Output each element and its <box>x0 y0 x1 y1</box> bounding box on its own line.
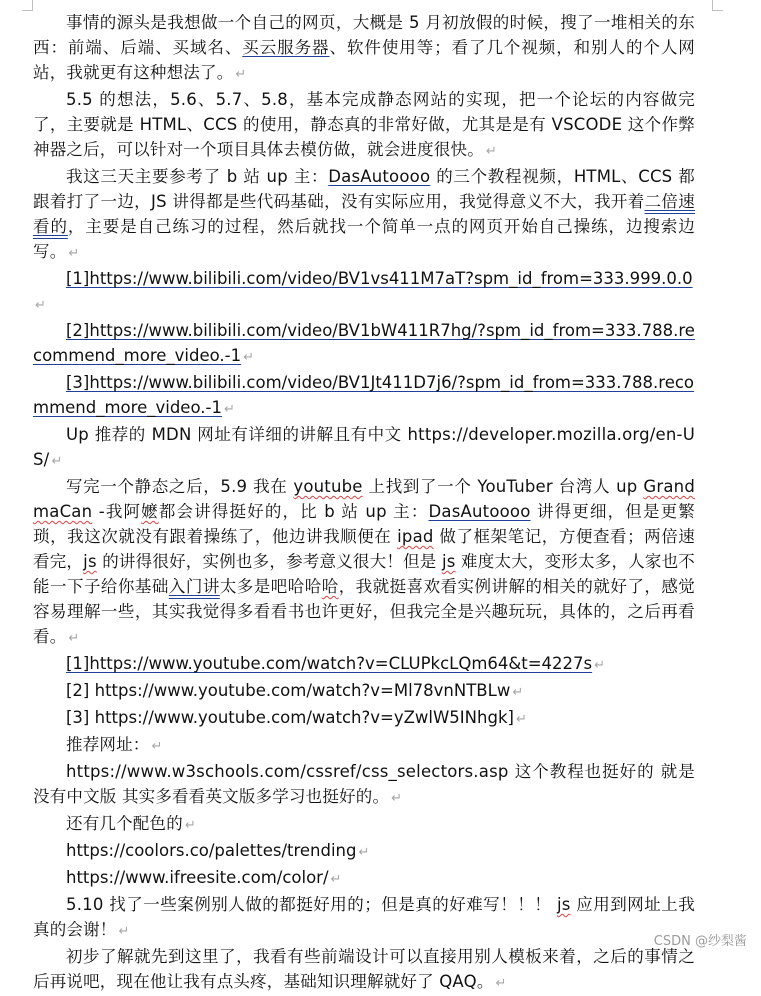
paragraph-progress: 5.5 的想法，5.6、5.7、5.8，基本完成静态网站的实现，把一个论坛的内容做完了，主要就是 HTML、CCS 的使用，静态真的非常好做，尤其是是有 VSCODE 这个作弊神器之后，可以针对一个项目具体去模仿做，就会进度很快。 ↵ <box>33 90 695 159</box>
link-bilibili-1[interactable]: [1]https://www.bilibili.com/video/BV1vs411M7aT?spm_id_from=333.999.0.0↵ <box>35 269 693 313</box>
inline-name-dasautoooo: DasAutoooo <box>328 167 431 186</box>
paragraph-youtube: 写完一个静态之后，5.9 我在 youtube 上找到了一个 YouTuber 台湾人 up GrandmaCan -我阿嬷都会讲得挺好的，比 b 站 up 主：DasAutoooo 讲得更细，但是更繁琐，我这次就没有跟着操练了，他边讲我顺便在 ipad 做了框架笔记，方便查看；两倍速看完，js 的讲得很好，实例也多，参考意义很大！但是 js 难度太大，变形太多，人家也不能一下子给你基础入门讲太多是吧哈哈哈，我就挺喜欢看实例讲解的相关的就好了，感觉容易理解一些，其实我觉得多看看书也许更好，但我完全是兴趣玩玩，具体的，之后再看看。 ↵ <box>33 477 696 646</box>
document-body[interactable] <box>33 10 695 996</box>
link-coolors[interactable]: https://coolors.co/palettes/trending ↵ <box>66 841 370 860</box>
paragraph-w3schools: https://www.w3schools.com/cssref/css_selectors.asp 这个教程也挺好的 就是没有中文版 其实多看看英文版多学习也挺好的。 ↵ <box>33 762 695 806</box>
inline-link-cloud-server[interactable]: 买云服务器 <box>242 38 330 57</box>
paragraph-color-heading: 还有几个配色的 ↵ <box>66 814 196 833</box>
link-bilibili-2[interactable]: [2]https://www.bilibili.com/video/BV1bW411R7hg/?spm_id_from=333.788.recommend_more_video.-1 ↵ <box>33 321 695 365</box>
paragraph-recommend-heading: 推荐网址： ↵ <box>66 735 163 754</box>
page-corner-mark-left <box>22 0 33 11</box>
paragraph-mdn: Up 推荐的 MDN 网址有详细的讲解且有中文 https://developer.mozilla.org/en-US/ ↵ <box>33 425 695 469</box>
link-youtube-2[interactable]: [2] https://www.youtube.com/watch?v=Ml78vnNTBLw ↵ <box>66 681 524 700</box>
paragraph-cases: 5.10 找了一些案例别人做的都挺好用的；但是真的好难写！！！ js 应用到网址上我真的会谢！ ↵ <box>33 895 695 939</box>
link-bilibili-3[interactable]: [3]https://www.bilibili.com/video/BV1Jt411D7j6/?spm_id_from=333.788.recommend_more_video.-1 ↵ <box>33 373 695 417</box>
paragraph-origin: 事情的源头是我想做一个自己的网页，大概是 5 月初放假的时候，搜了一堆相关的东西：前端、后端、买域名、买云服务器、软件使用等；看了几个视频，和别人的个人网站，我就更有这种想法了。 ↵ <box>33 13 696 82</box>
inline-underlined-phrase: 二倍速看的 <box>33 192 695 236</box>
paragraph-reference: 我这三天主要参考了 b 站 up 主：DasAutoooo 的三个教程视频，HTML、CCS 都跟着打了一边，JS 讲得都是些代码基础，没有实际应用，我觉得意义不大，我开着二倍速看的，主要是自己练习的过程，然后就找一个简单一点的网页开始自己操练，边搜索边写。 ↵ <box>33 167 696 261</box>
paragraph-conclusion: 初步了解就先到这里了，我看有些前端设计可以直接用别人模板来着，之后的事情之后再说吧，现在他让我有点头疼，基础知识理解就好了 QAQ。 ↵ <box>33 947 695 991</box>
csdn-watermark: CSDN @纱梨酱 <box>653 934 747 949</box>
page-corner-mark-right <box>712 0 723 11</box>
link-ifreesite[interactable]: https://www.ifreesite.com/color/ ↵ <box>66 868 342 887</box>
link-youtube-3[interactable]: [3] https://www.youtube.com/watch?v=yZwlW5INhgk] ↵ <box>66 708 527 727</box>
link-youtube-1[interactable]: [1]https://www.youtube.com/watch?v=CLUPkcLQm64&t=4227s ↵ <box>66 654 606 673</box>
